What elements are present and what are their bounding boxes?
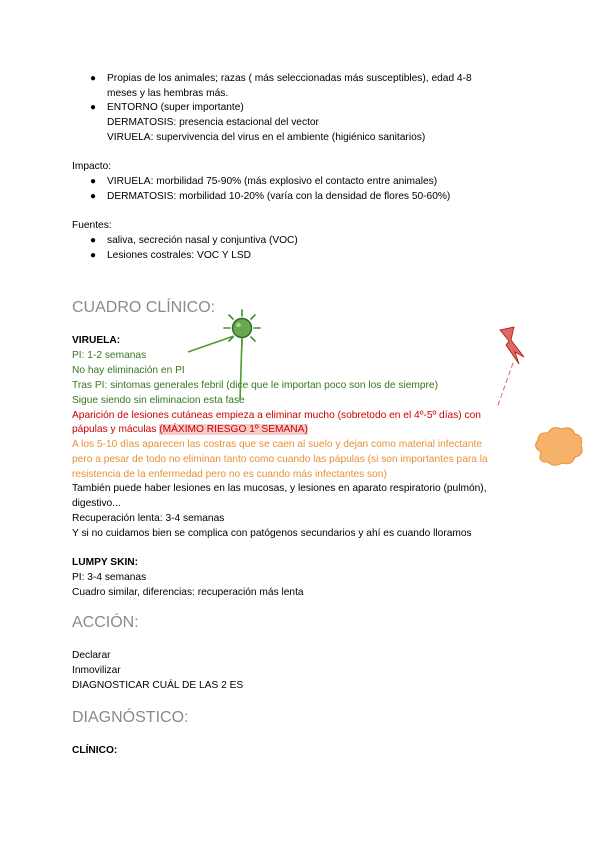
impacto-label: Impacto: — [72, 161, 112, 172]
viruela-black-line: También puede haber lesiones en las mucosas, y lesiones en aparato respiratorio (pulmón), — [72, 483, 487, 494]
diagnostico-clinico: CLÍNICO: — [72, 745, 118, 756]
fuentes-item: Lesiones costrales: VOC Y LSD — [107, 250, 252, 261]
viruela-orange-line: A los 5-10 días aparecen las costras que se caen al suelo y dejan como material infectante — [72, 439, 483, 450]
viruela-title: VIRUELA: — [72, 335, 121, 346]
maximo-riesgo-highlight: (MÁXIMO RIESGO 1º SEMANA) — [159, 424, 308, 435]
lumpy-skin-title: LUMPY SKIN: — [72, 557, 139, 568]
cloud-sticker-icon — [536, 428, 583, 466]
accion-line: Inmovilizar — [72, 665, 121, 676]
viruela-red-line2-plain: pápulas y máculas — [72, 424, 160, 435]
intro-bullet1-line1: Propias de los animales; razas ( más seleccionadas más susceptibles), edad 4-8 — [107, 73, 472, 84]
accion-line: Declarar — [72, 650, 111, 661]
viruela-black-line: digestivo... — [72, 498, 121, 509]
fuentes-label: Fuentes: — [72, 220, 112, 231]
bullet-icon: ● — [90, 235, 97, 246]
bullet-icon: ● — [90, 176, 97, 187]
accion-heading: ACCIÓN: — [72, 614, 139, 631]
lightning-sticker-icon — [497, 327, 524, 408]
intro-bullet2-line3: VIRUELA: supervivencia del virus en el ambiente (higiénico sanitarios) — [107, 132, 426, 143]
cuadro-clinico-heading: CUADRO CLÍNICO: — [72, 299, 216, 316]
intro-bullet1-line2: meses y las hembras más. — [107, 88, 229, 99]
intro-bullet2-line1: ENTORNO (super importante) — [107, 102, 244, 113]
viruela-black-line: Recuperación lenta: 3-4 semanas — [72, 513, 225, 524]
bullet-icon: ● — [90, 73, 97, 84]
diagnostico-heading: DIAGNÓSTICO: — [72, 709, 189, 726]
bullet-icon: ● — [90, 191, 97, 202]
lumpy-line: Cuadro similar, diferencias: recuperación más lenta — [72, 587, 304, 598]
fuentes-item: saliva, secreción nasal y conjuntiva (VOC) — [107, 235, 298, 246]
impacto-item: DERMATOSIS: morbilidad 10-20% (varía con la densidad de flores 50-60%) — [107, 191, 451, 202]
bullet-icon: ● — [90, 102, 97, 113]
viruela-orange-line: pero a pesar de todo no eliminan tanto como cuando las pápulas (si son importantes para la — [72, 454, 488, 465]
viruela-green-line: Sigue siendo sin eliminacion esta fase — [72, 395, 245, 406]
viruela-green-line: PI: 1-2 semanas — [72, 350, 147, 361]
impacto-item: VIRUELA: morbilidad 75-90% (más explosivo el contacto entre animales) — [107, 176, 438, 187]
intro-bullet2-line2: DERMATOSIS: presencia estacional del vector — [107, 117, 319, 128]
viruela-orange-line: resistencia de la enfermedad pero no es cuando más infectantes son) — [72, 469, 387, 480]
viruela-red-line: Aparición de lesiones cutáneas empieza a eliminar mucho (sobretodo en el 4º-5º días) con — [72, 410, 481, 421]
viruela-green-line: Tras PI: sintomas generales febril (dice que le importan poco son los de siempre) — [72, 380, 438, 391]
accion-line: DIAGNOSTICAR CUÁL DE LAS 2 ES — [72, 680, 244, 691]
lumpy-line: PI: 3-4 semanas — [72, 572, 147, 583]
viruela-red-line2 — [72, 423, 308, 437]
viruela-black-line: Y si no cuidamos bien se complica con patógenos secundarios y ahí es cuando lloramos — [72, 528, 472, 539]
viruela-green-line: No hay eliminación en PI — [72, 365, 185, 376]
bullet-icon: ● — [90, 250, 97, 261]
